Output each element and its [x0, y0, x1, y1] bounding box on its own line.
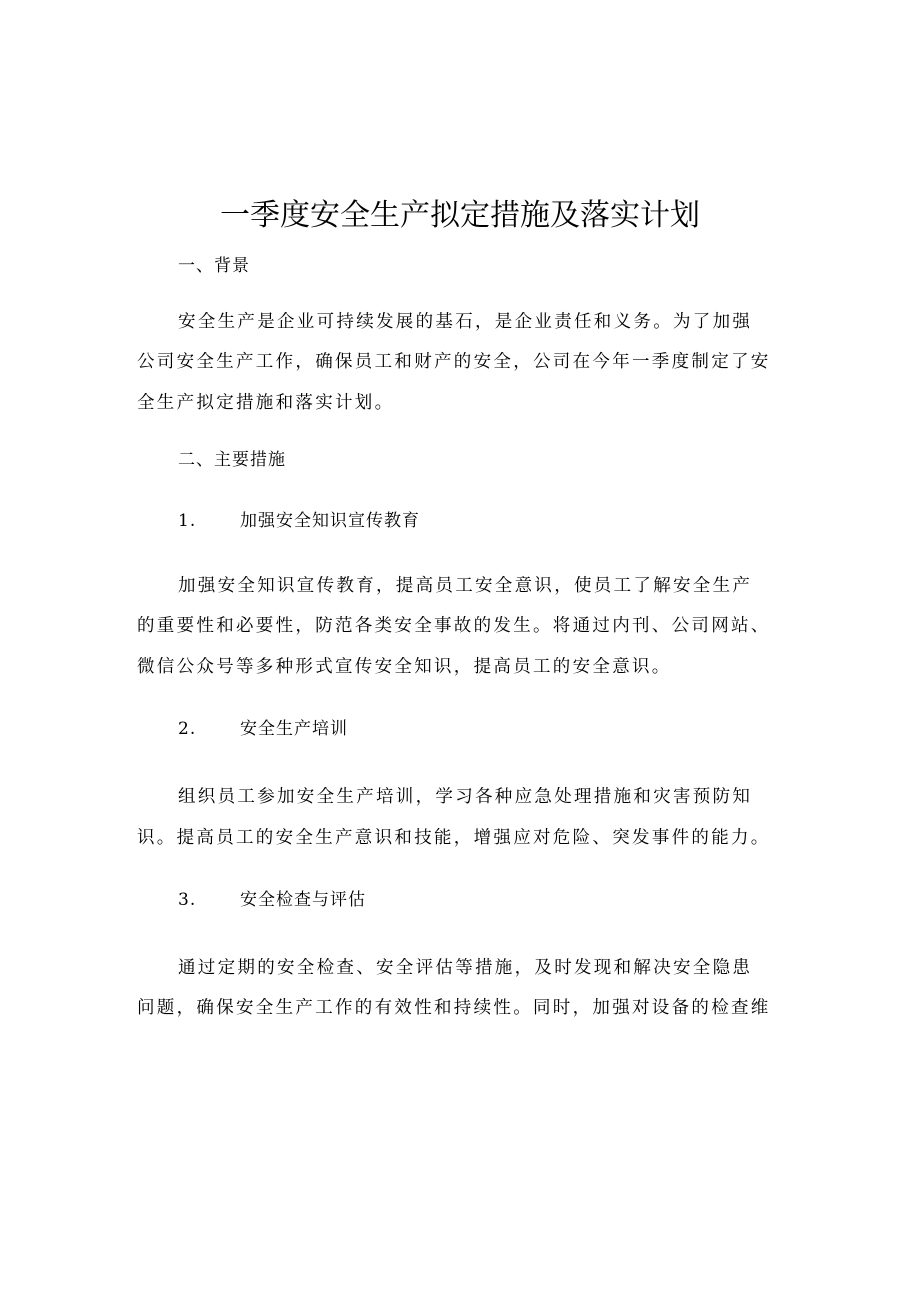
section-heading-background: 一、背景 — [178, 256, 250, 276]
item-heading — [178, 509, 420, 533]
item-title: 安全检查与评估 — [240, 890, 366, 910]
paragraph-line: 全生产拟定措施和落实计划。 — [137, 393, 395, 413]
paragraph-line: 问题，确保安全生产工作的有效性和持续性。同时，加强对设备的检查维 — [137, 998, 771, 1018]
item-heading — [178, 888, 366, 912]
paragraph-line: 安全生产是企业可持续发展的基石，是企业责任和义务。为了加强 — [178, 312, 753, 332]
section-heading-measures: 二、主要措施 — [178, 450, 286, 470]
paragraph-line: 组织员工参加安全生产培训，学习各种应急处理措施和灾害预防知 — [178, 787, 753, 807]
document-title: 一季度安全生产拟定措施及落实计划 — [220, 198, 700, 233]
paragraph-line: 公司安全生产工作，确保员工和财产的安全，公司在今年一季度制定了安 — [137, 352, 771, 372]
paragraph-line: 识。提高员工的安全生产意识和技能，增强应对危险、突发事件的能力。 — [137, 828, 771, 848]
item-title: 安全生产培训 — [240, 719, 348, 739]
item-title: 加强安全知识宣传教育 — [240, 511, 420, 531]
item-number: 3. — [178, 890, 197, 910]
paragraph-line: 的重要性和必要性，防范各类安全事故的发生。将通过内刊、公司网站、 — [137, 616, 771, 636]
paragraph-line: 加强安全知识宣传教育，提高员工安全意识，使员工了解安全生产 — [178, 576, 753, 596]
item-number: 1. — [178, 511, 197, 531]
item-number: 2. — [178, 719, 197, 739]
paragraph-line: 微信公众号等多种形式宣传安全知识，提高员工的安全意识。 — [137, 657, 672, 677]
item-heading — [178, 717, 348, 741]
paragraph-line: 通过定期的安全检查、安全评估等措施，及时发现和解决安全隐患 — [178, 958, 753, 978]
